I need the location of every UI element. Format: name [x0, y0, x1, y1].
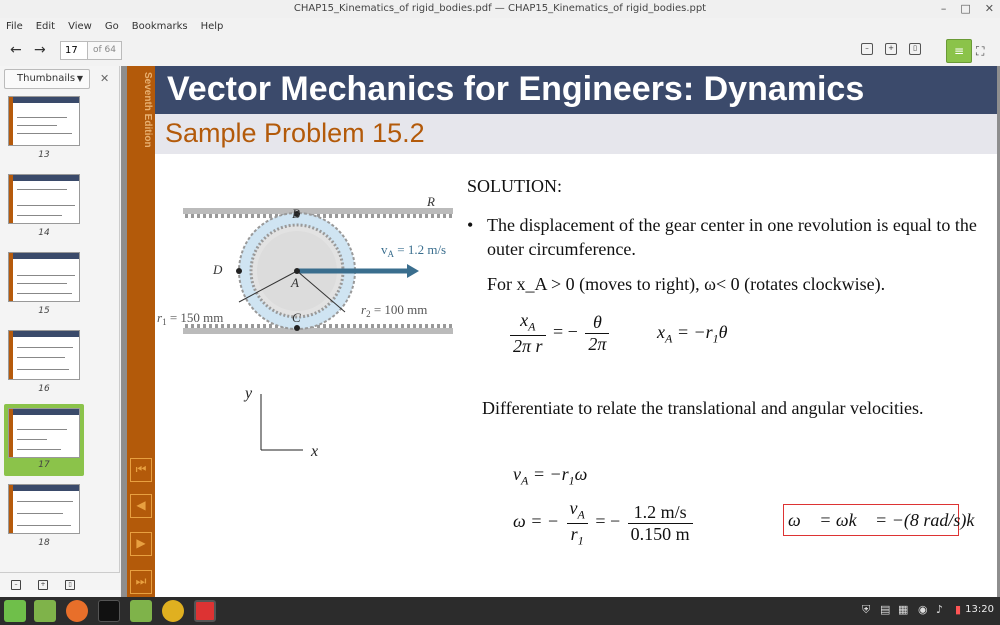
menu-help[interactable]: Help [200, 21, 224, 32]
slide-subheader [155, 114, 997, 154]
label-r2-value: = 100 mm [370, 302, 428, 317]
thumbnail-label: 17 [38, 460, 50, 470]
chevron-down-icon: ▼ [76, 74, 83, 83]
bullet-icon: • [467, 215, 474, 235]
next-slide-button[interactable]: ▶ [130, 532, 152, 556]
minimize-button[interactable]: – [940, 2, 947, 15]
thumbnail-label: 15 [38, 306, 50, 316]
equation-displacement [507, 310, 612, 357]
window-controls [941, 2, 994, 16]
x-axis-label: x [311, 443, 319, 460]
thumbnail-label: 13 [38, 150, 50, 160]
label-c: C [292, 310, 301, 325]
fraction-theta-2pi [585, 312, 609, 355]
taskbar [0, 597, 1000, 625]
printer-icon[interactable]: ▤ [880, 603, 891, 616]
slide-page [127, 66, 997, 597]
edition-bar [127, 66, 155, 597]
axes-diagram [227, 382, 347, 462]
thumbnail-18[interactable] [4, 484, 84, 556]
symbol-v: v [513, 464, 521, 484]
shield-icon[interactable]: ⛨ [862, 603, 871, 616]
subscript-1: 1 [577, 533, 584, 548]
thumbnail-14[interactable] [4, 174, 84, 246]
us-flag-icon[interactable]: ▦ [898, 603, 909, 616]
document-viewer-icon[interactable] [194, 600, 216, 622]
point-c [294, 325, 300, 331]
fraction-denominator [567, 524, 588, 549]
zoom-in-icon[interactable]: + [885, 43, 897, 55]
subscript-a: A [665, 331, 673, 346]
thumbnail-image [8, 484, 80, 534]
terminal-icon[interactable] [98, 600, 120, 622]
last-slide-button[interactable]: ⏭ [130, 570, 152, 594]
label-r: R [427, 194, 435, 209]
sidebar-footer [0, 572, 120, 597]
label-va [381, 242, 446, 259]
equals-minus-r: = −r [532, 464, 569, 484]
result-box [783, 504, 989, 536]
thumbnail-image [8, 408, 80, 458]
fraction-denominator: 0.150 m [630, 523, 690, 544]
label-r2-symbol: r [361, 302, 367, 317]
sidebar-mode-label: Thumbnails [17, 73, 76, 84]
forward-arrow-icon[interactable]: → [34, 42, 46, 58]
label-d: D [213, 262, 223, 277]
bullet-text: The displacement of the gear center in one revolution is equal to the outer circumference. [487, 215, 977, 259]
subscript-a: A [577, 507, 585, 522]
fraction-numerator: 1.2 m/s [628, 502, 693, 524]
equals-minus: = − [553, 321, 578, 342]
network-icon[interactable]: ◉ [918, 603, 928, 616]
battery-icon[interactable]: ▮ [955, 603, 962, 616]
equals-minus: = − [595, 511, 621, 532]
menu-view[interactable]: View [68, 21, 92, 32]
equation-va [513, 464, 587, 489]
thumbnail-image [8, 330, 80, 380]
firefox-icon[interactable] [66, 600, 88, 622]
fraction-denominator: 2π r [513, 335, 543, 356]
upper-rack [183, 208, 453, 214]
back-arrow-icon[interactable]: ← [10, 42, 22, 58]
point-a [294, 268, 300, 274]
first-slide-button[interactable]: ⏮ [130, 458, 152, 482]
page-icon[interactable]: ▯ [65, 580, 75, 590]
thumbnail-image [8, 96, 80, 146]
label-va-symbol: v [381, 242, 388, 257]
label-r2-sub: 2 [366, 309, 371, 319]
thumbnail-16[interactable] [4, 330, 84, 402]
lower-rack [183, 328, 453, 334]
slide-subtitle: Sample Problem 15.2 [165, 118, 425, 148]
symbol-x: x [520, 310, 529, 330]
zoom-icon[interactable]: ⛶ [976, 44, 985, 58]
page-number-input[interactable] [60, 41, 88, 60]
menu-bookmarks[interactable]: Bookmarks [131, 21, 188, 32]
clock: 13:20 [965, 604, 994, 615]
label-va-sub: A [387, 249, 394, 259]
fraction-va-r1 [567, 498, 588, 548]
symbol-r: r [570, 523, 578, 544]
zoom-out-icon[interactable]: – [861, 43, 873, 55]
fraction-xa-2pir [510, 310, 546, 357]
expand-icon[interactable]: + [38, 580, 48, 590]
prev-slide-button[interactable]: ◀ [130, 494, 152, 518]
velocity-arrowhead [407, 264, 419, 278]
close-sidebar-icon[interactable]: ✕ [100, 72, 110, 85]
collapse-icon[interactable]: – [11, 580, 21, 590]
gear-diagram [155, 194, 475, 354]
thumbnail-15[interactable] [4, 252, 84, 324]
fraction-denominator: 2π [588, 333, 607, 354]
subscript-1: 1 [712, 331, 719, 346]
window-title: CHAP15_Kinematics_of rigid_bodies.pdf — CHAP15_Kinematics_of rigid_bodies.ppt [293, 3, 707, 14]
sidebar-toggle-button[interactable]: ≡ [946, 39, 972, 63]
symbol-omega: ω [574, 464, 588, 484]
fraction-numerator [510, 310, 546, 336]
condition-text: For x_A > 0 (moves to right), ω< 0 (rotates clockwise). [487, 274, 886, 294]
fraction-numerator [567, 498, 588, 524]
label-r1-sub: 1 [162, 317, 167, 327]
result-equation: ω⃗ = ωk⃗ = −(8 rad/s)k⃗ [788, 510, 989, 530]
subscript-a: A [521, 473, 529, 488]
thumbnail-17[interactable] [4, 404, 84, 476]
menu-bar [0, 18, 1000, 36]
label-r1-value: = 150 mm [166, 310, 224, 325]
fraction-numerator: θ [585, 312, 609, 334]
label-r1 [157, 310, 223, 327]
symbol-v: v [569, 498, 578, 518]
label-r2 [361, 302, 427, 319]
toolbar [0, 36, 1000, 66]
menu-edit[interactable]: Edit [35, 21, 56, 32]
subscript-1: 1 [568, 473, 575, 488]
symbol-x: x [657, 322, 665, 342]
close-button[interactable]: ✕ [984, 2, 994, 15]
thumbnail-image [8, 174, 80, 224]
slide-title: Vector Mechanics for Engineers: Dynamics [167, 70, 865, 108]
subscript-a: A [528, 319, 536, 334]
menu-go[interactable]: Go [104, 21, 119, 32]
fraction-values [628, 502, 693, 545]
files-icon[interactable] [130, 600, 152, 622]
thumbnail-label: 18 [38, 538, 50, 548]
sidebar-mode-select[interactable] [4, 69, 90, 89]
mint-menu-icon[interactable] [4, 600, 26, 622]
maximize-button[interactable]: □ [960, 2, 971, 15]
point-d [236, 268, 242, 274]
equation-xa [657, 322, 728, 347]
title-bar [0, 0, 1000, 18]
menu-file[interactable]: File [6, 21, 23, 32]
label-a: A [291, 275, 299, 290]
symbol-theta: θ [718, 322, 728, 342]
omega-equals-minus: ω = − [513, 511, 560, 532]
page-count: of 64 [88, 41, 122, 60]
thumbnail-image [8, 252, 80, 302]
fit-page-icon[interactable]: ▯ [909, 43, 921, 55]
label-b: B [292, 206, 300, 221]
differentiate-text: Differentiate to relate the translational and angular velocities. [482, 398, 924, 418]
thumbnail-label: 16 [38, 384, 50, 394]
equation-omega [513, 498, 696, 548]
folder-icon[interactable] [34, 600, 56, 622]
slide-header [155, 66, 997, 114]
sidebar [0, 66, 120, 597]
volume-icon[interactable]: ♪ [936, 603, 944, 616]
thumbnail-13[interactable] [4, 96, 84, 168]
equals-minus-r: = −r [676, 322, 713, 342]
edition-label: Seventh Edition [142, 72, 153, 148]
chrome-icon[interactable] [162, 600, 184, 622]
y-axis-label: y [245, 385, 253, 402]
solution-heading: SOLUTION: [467, 176, 562, 196]
label-r1-symbol: r [157, 310, 163, 325]
thumbnail-label: 14 [38, 228, 50, 238]
label-va-value: = 1.2 m/s [394, 242, 447, 257]
document-area[interactable] [121, 66, 1000, 597]
